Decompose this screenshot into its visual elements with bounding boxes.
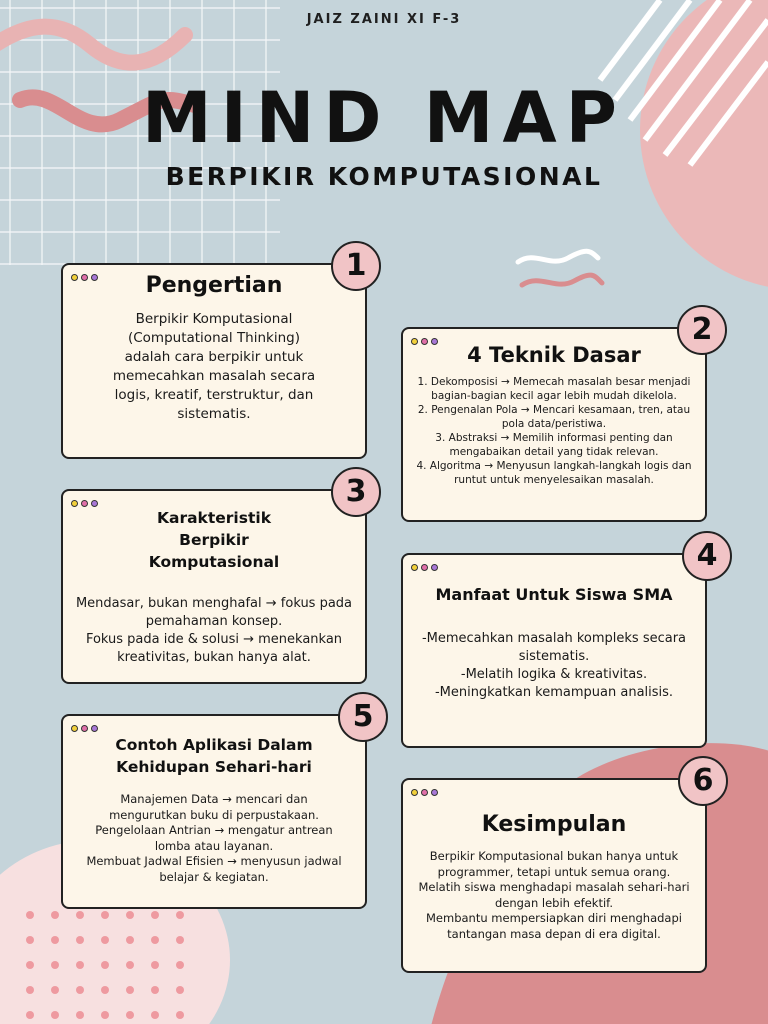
card-text-line: adalah cara berpikir untuk: [124, 349, 304, 365]
card-kesimpulan: [401, 778, 707, 973]
window-dots: [71, 274, 98, 281]
window-dots: [71, 500, 98, 507]
author-name: JAIZ ZAINI XI F-3: [306, 12, 462, 27]
number-badge-6: 6: [678, 756, 728, 806]
card-text-line: Mendasar, bukan menghafal → fokus pada: [75, 596, 353, 611]
card-text-line: 4. Algoritma → Menyusun langkah-langkah logis dan: [416, 460, 692, 472]
card-text-line: Membuat Jadwal Efisien → menyusun jadwal: [86, 854, 342, 868]
card-text-line: pola data/peristiwa.: [501, 418, 607, 430]
card-text-line: sistematis.: [518, 649, 590, 664]
card-title: Karakteristik Berpikir Komputasional: [148, 509, 280, 571]
card-text-line: mengurutkan buku di perpustakaan.: [109, 807, 319, 822]
card-title: Manfaat Untuk Siswa SMA: [435, 585, 673, 604]
page-title: MIND MAP: [142, 77, 626, 159]
window-dots: [71, 725, 98, 732]
card-text-line: Manajemen Data → mencari dan: [120, 792, 308, 806]
card-text-line: (Computational Thinking): [127, 330, 301, 346]
card-text-line: -Memecahkan masalah kompleks secara: [421, 631, 687, 646]
card-text-line: Melatih siswa menghadapi masalah sehari-hari: [418, 880, 690, 894]
number-badge-2: 2: [677, 305, 727, 355]
card-text-line: belajar & kegiatan.: [159, 869, 269, 884]
card-text-line: Berpikir Komputasional bukan hanya untuk: [429, 849, 679, 863]
card-text-line: 3. Abstraksi → Memilih informasi penting dan: [435, 432, 673, 444]
card-title: Pengertian: [145, 273, 283, 298]
card-text-line: tantangan masa depan di era digital.: [447, 926, 661, 941]
card-title: 4 Teknik Dasar: [467, 343, 641, 367]
card-teknik-dasar: [401, 327, 707, 522]
card-title: Kesimpulan: [481, 812, 627, 837]
number-badge-5: 5: [338, 692, 388, 742]
card-text-line: -Meningkatkan kemampuan analisis.: [434, 685, 674, 700]
window-dots: [411, 564, 438, 571]
page-subtitle: BERPIKIR KOMPUTASIONAL: [165, 162, 603, 191]
card-text-line: sistematis.: [177, 406, 251, 422]
card-text-line: -Melatih logika & kreativitas.: [460, 667, 648, 682]
card-text-line: logis, kreatif, terstruktur, dan: [114, 387, 314, 403]
window-dots: [411, 789, 438, 796]
card-text-line: programmer, tetapi untuk semua orang.: [437, 864, 671, 879]
number-badge-1: 1: [331, 241, 381, 291]
card-text-line: dengan lebih efektif.: [494, 895, 614, 910]
number-badge-3: 3: [331, 467, 381, 517]
card-text-line: 1. Dekomposisi → Memecah masalah besar menjadi: [417, 376, 691, 388]
card-text-line: 2. Pengenalan Pola → Mencari kesamaan, tren, atau: [417, 404, 691, 416]
card-text-line: kreativitas, bukan hanya alat.: [117, 650, 311, 665]
window-dots: [411, 338, 438, 345]
card-text-line: runtut untuk menyelesaikan masalah.: [454, 474, 654, 486]
number-badge-4: 4: [682, 531, 732, 581]
card-text-line: lomba atau layanan.: [154, 838, 274, 853]
card-text-line: Berpikir Komputasional: [135, 311, 293, 327]
card-manfaat: [401, 553, 707, 748]
card-contoh-aplikasi: [61, 714, 367, 909]
card-text-line: Pengelolaan Antrian → mengatur antrean: [95, 823, 333, 837]
card-karakteristik: [61, 489, 367, 684]
card-pengertian: [61, 263, 367, 459]
card-text-line: pemahaman konsep.: [145, 614, 283, 629]
card-title: Contoh Aplikasi Dalam Kehidupan Sehari-hari: [115, 736, 313, 776]
card-text-line: mengabaikan detail yang tidak relevan.: [449, 446, 659, 458]
card-text-line: bagian-bagian kecil agar lebih mudah dikelola.: [431, 390, 677, 402]
card-text-line: Fokus pada ide & solusi → menekankan: [85, 632, 343, 647]
card-text-line: memecahkan masalah secara: [112, 368, 316, 384]
card-text-line: Membantu mempersiapkan diri menghadapi: [426, 911, 682, 925]
